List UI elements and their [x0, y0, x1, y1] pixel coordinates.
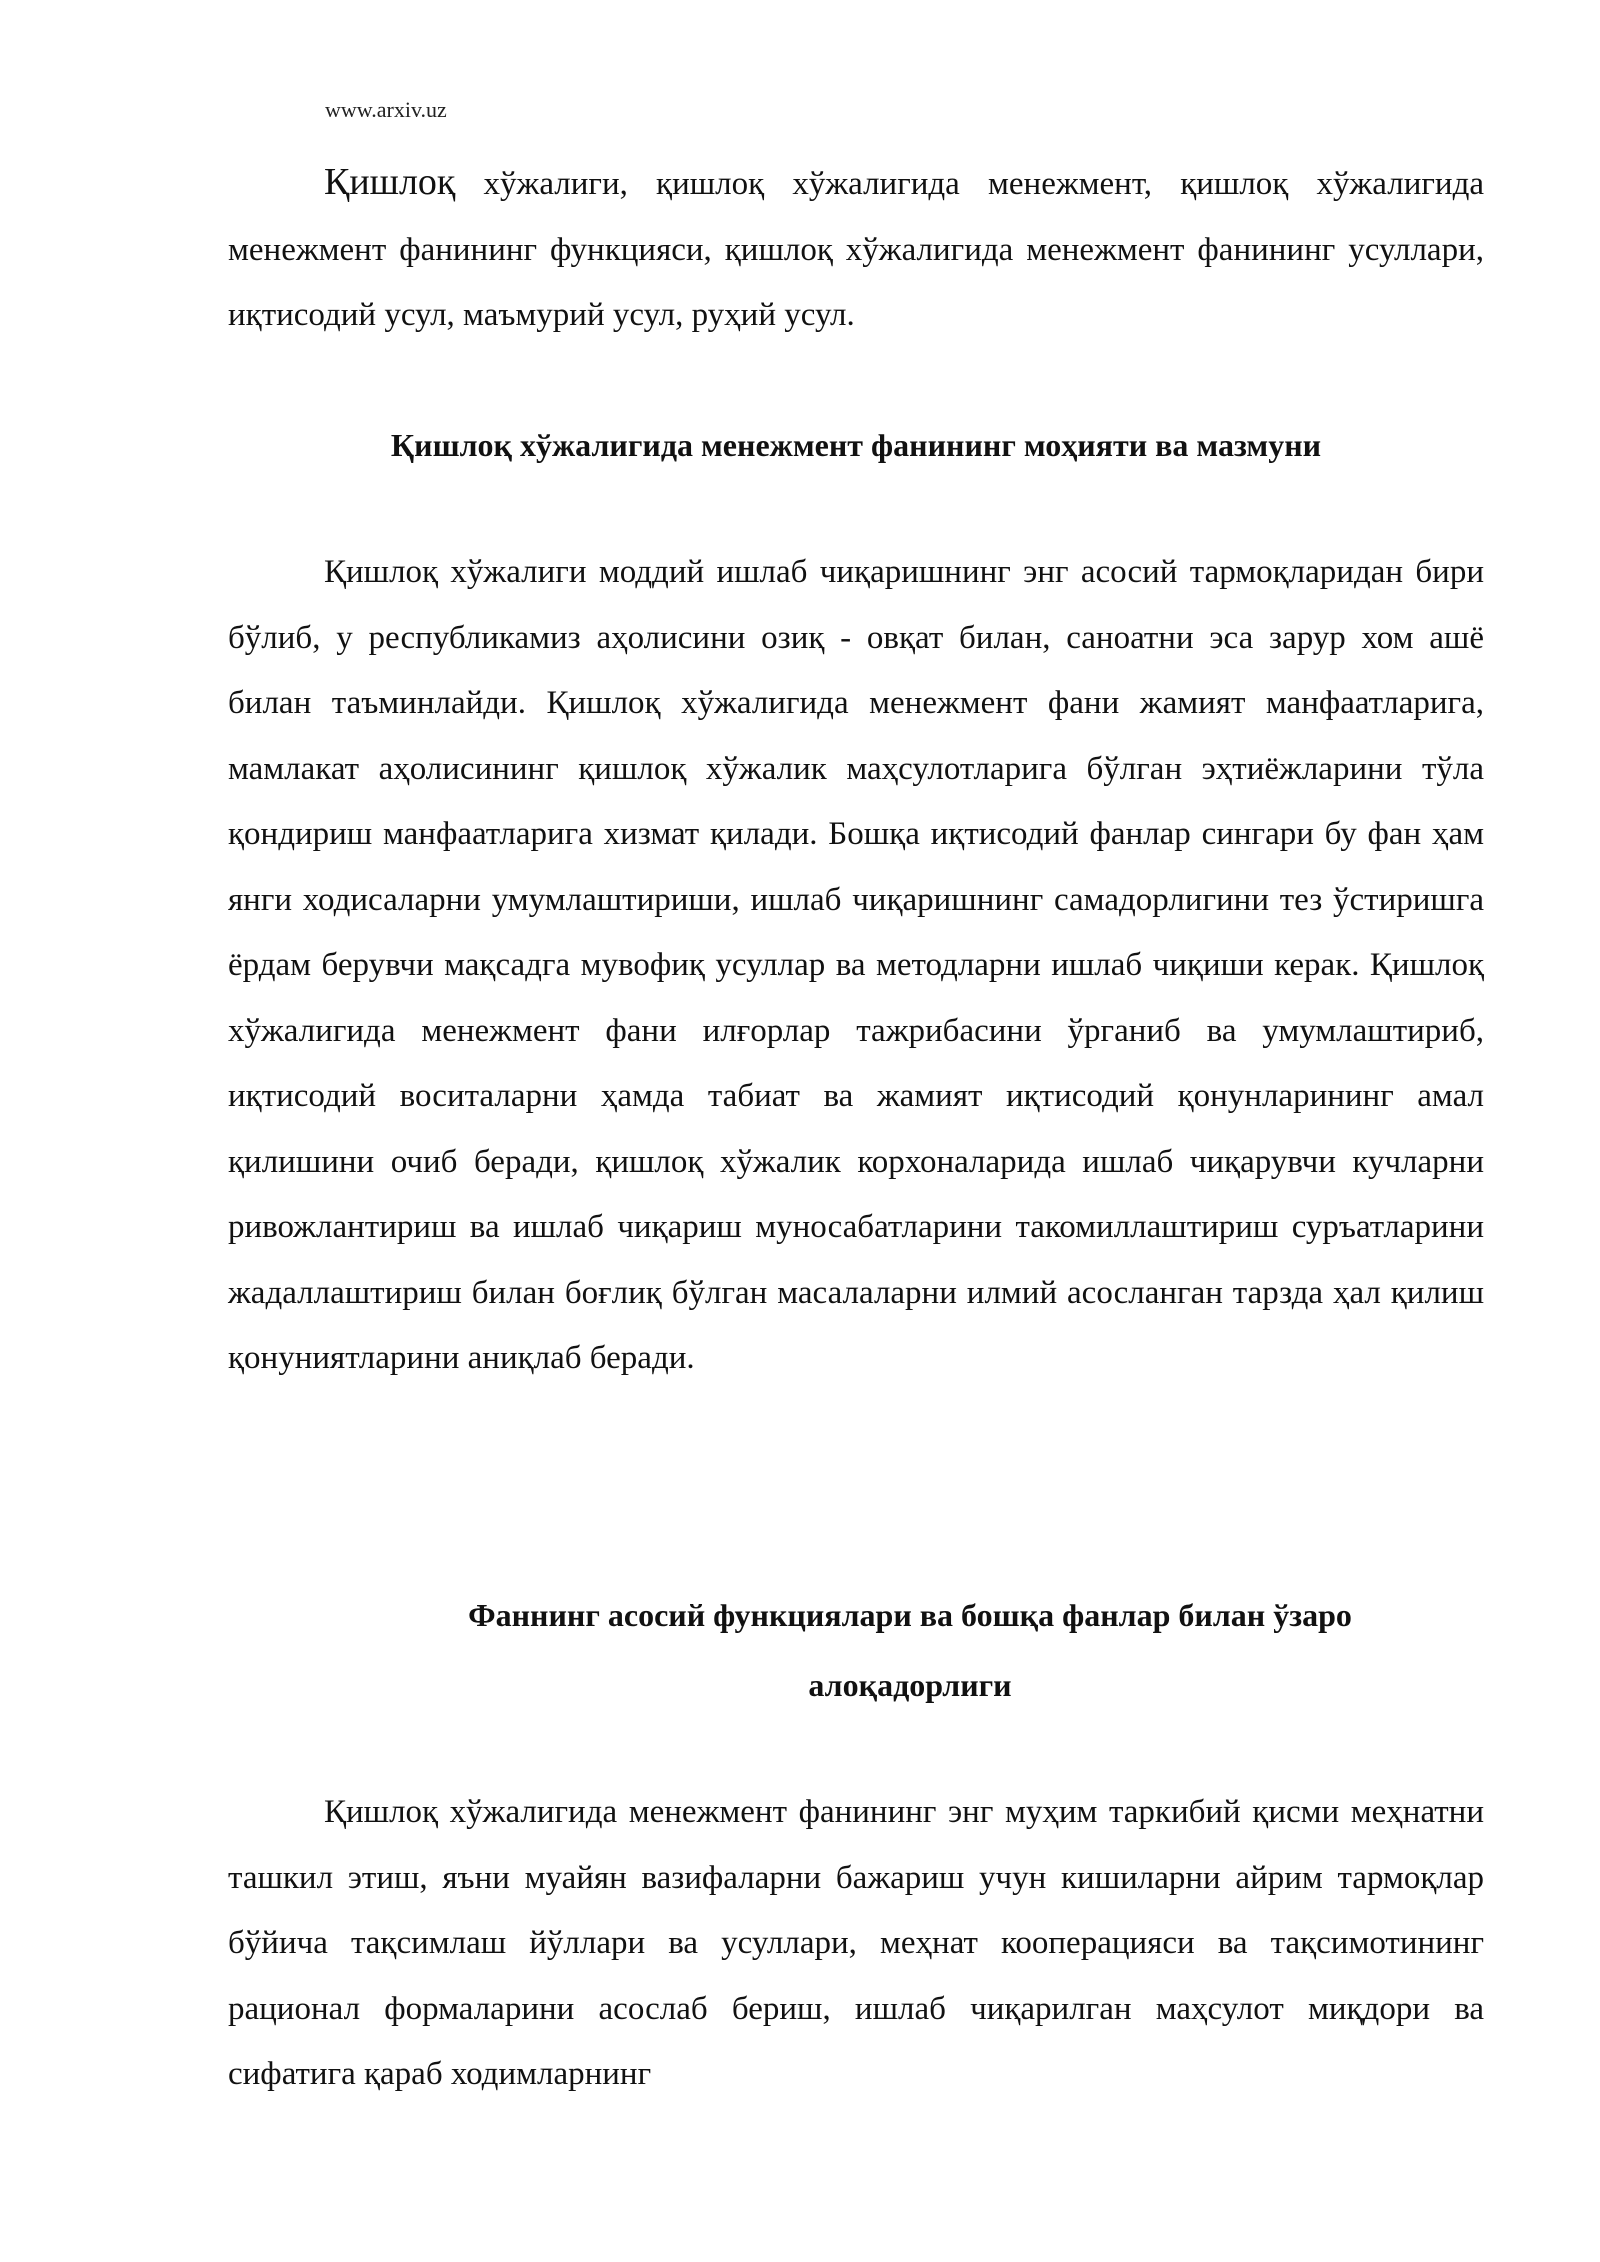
section-2-paragraph: Қишлоқ хўжалигида менежмент фанининг энг муҳим таркибий қисми меҳнатни ташкил этиш, яъни муайян вазифаларни бажариш учун кишиларни айрим тармоқлар бўйича тақсимлаш йўллари ва усуллари, меҳнат кооперацияси ва тақсимотининг рационал формаларини асослаб бериш, ишлаб чиқарилган маҳсулот миқдори ва сифатига қараб ходимларнинг	[228, 1794, 1484, 2092]
keywords-text	[228, 150, 1484, 349]
keywords-lead-word: Қишлоқ	[324, 161, 456, 203]
header-url: www.arxiv.uz	[325, 97, 447, 122]
section-2-body	[228, 1780, 1484, 2108]
section-1-title: Қишлоқ хўжалигида менежмент фанининг моҳияти ва мазмуни	[390, 427, 1322, 463]
keywords-paragraph	[228, 150, 1484, 349]
section-2-title: Фаннинг асосий функциялари ва бошқа фанлар билан ўзаро алоқадорлиги	[468, 1597, 1352, 1703]
section-1-body	[228, 540, 1484, 1392]
section-1-paragraph: Қишлоқ хўжалиги моддий ишлаб чиқаришнинг энг асосий тармоқларидан бири бўлиб, у республикамиз аҳолисини озиқ - овқат билан, саноатни эса зарур хом ашё билан таъминлайди. Қишлоқ хўжалигида менежмент фани жамият манфаатларига, мамлакат аҳолисининг қишлоқ хўжалик маҳсулотларига бўлган эҳтиёжларини тўла қондириш манфаатларига хизмат қилади. Бошқа иқтисодий фанлар сингари бу фан ҳам янги ходисаларни умумлаштириши, ишлаб чиқаришнинг самадорлигини тез ўстиришга ёрдам берувчи мақсадга мувофиқ усуллар ва методларни ишлаб чиқиши керак. Қишлоқ хўжалигида менежмент фани илғорлар тажрибасини ўрганиб ва умумлаштириб, иқтисодий воситаларни ҳамда табиат ва жамият иқтисодий қонунларининг амал қилишини очиб беради, қишлоқ хўжалик корхоналарида ишлаб чиқарувчи кучларни ривожлантириш ва ишлаб чиқариш муносабатларини такомиллаштириш суръатларини жадаллаштириш билан боғлиқ бўлган масалаларни илмий асосланган тарзда ҳал қилиш қонуниятларини аниқлаб беради.	[228, 554, 1484, 1376]
keywords-rest: хўжалиги, қишлоқ хўжалигида менежмент, қишлоқ хўжалигида менежмент фанининг функцияси, қишлоқ хўжалигида менежмент фанининг усуллари, иқтисодий усул, маъмурий усул, руҳий усул.	[228, 166, 1484, 333]
